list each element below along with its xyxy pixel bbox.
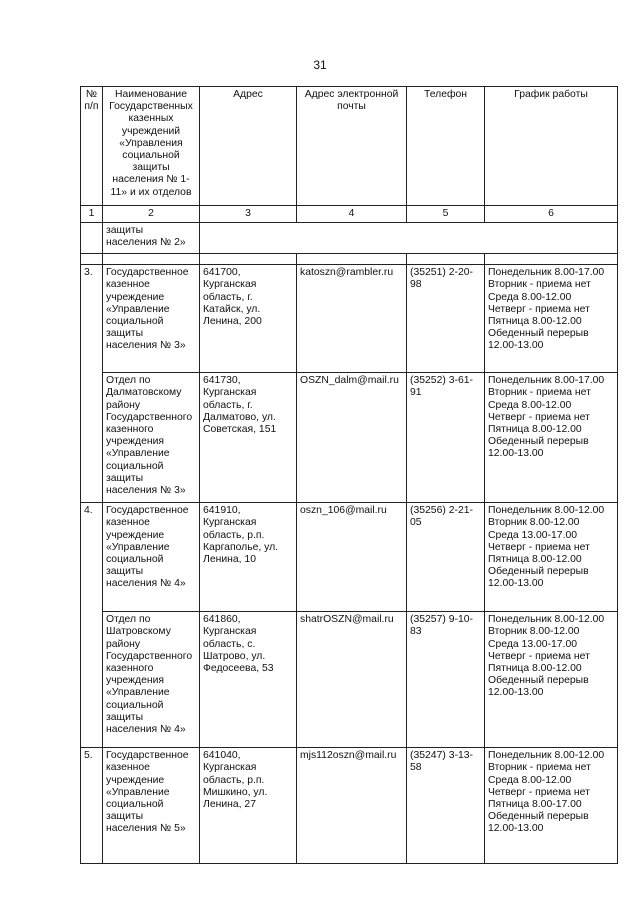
institution-phone: (35247) 3-13-58 <box>407 748 485 864</box>
header-schedule: График работы <box>485 87 618 206</box>
institution-address: 641910, Курганская область, р.п. Каргаполье, ул. Ленина, 10 <box>200 503 297 612</box>
cell-empty <box>485 223 618 254</box>
row-number: 4. <box>81 503 103 748</box>
column-index-row <box>81 206 618 223</box>
continuation-row <box>81 223 618 254</box>
continuation-text: защиты населения № 2» <box>103 223 200 254</box>
institution-address: 641700, Курганская область, г. Катайск, ул. Ленина, 200 <box>200 265 297 373</box>
table-row <box>81 748 618 864</box>
institution-email: OSZN_dalm@mail.ru <box>297 373 407 503</box>
institution-name: Отдел по Далматовскому району Государственного казенного учреждения «Управление социальной защиты населения № 3» <box>103 373 200 503</box>
header-phone: Телефон <box>407 87 485 206</box>
institution-phone: (35257) 9-10-83 <box>407 612 485 748</box>
cell-empty <box>297 223 407 254</box>
column-index: 3 <box>200 206 297 223</box>
institution-address: 641040, Курганская область, р.п. Мишкино, ул. Ленина, 27 <box>200 748 297 864</box>
institution-schedule: Понедельник 8.00-12.00 Вторник 8.00-12.00 Среда 13.00-17.00 Четверг - приема нет Пятница 8.00-12.00 Обеденный перерыв 12.00-13.00 <box>485 503 618 612</box>
cell-empty <box>200 223 297 254</box>
row-number: 5. <box>81 748 103 864</box>
institution-schedule: Понедельник 8.00-17.00 Вторник - приема нет Среда 8.00-12.00 Четверг - приема нет Пятница 8.00-12.00 Обеденный перерыв 12.00-13.00 <box>485 265 618 373</box>
column-index: 6 <box>485 206 618 223</box>
table-row <box>81 503 618 612</box>
institution-schedule: Понедельник 8.00-12.00 Вторник 8.00-12.00 Среда 13.00-17.00 Четверг - приема нет Пятница 8.00-12.00 Обеденный перерыв 12.00-13.00 <box>485 612 618 748</box>
column-index: 4 <box>297 206 407 223</box>
institution-email: shatrOSZN@mail.ru <box>297 612 407 748</box>
institution-email: katoszn@rambler.ru <box>297 265 407 373</box>
institution-phone: (35251) 2-20-98 <box>407 265 485 373</box>
institution-address: 641730, Курганская область, г. Далматово, ул. Советская, 151 <box>200 373 297 503</box>
header-address: Адрес <box>200 87 297 206</box>
header-email: Адрес электронной почты <box>297 87 407 206</box>
column-index: 5 <box>407 206 485 223</box>
row-number: 3. <box>81 265 103 503</box>
table-row <box>81 265 618 373</box>
institutions-table <box>80 86 618 864</box>
institution-name: Отдел по Шатровскому району Государственного казенного учреждения «Управление социальной защиты населения № 4» <box>103 612 200 748</box>
gap-row <box>81 254 618 265</box>
header-number: № п/п <box>81 87 103 206</box>
cell-empty <box>407 223 485 254</box>
cell-empty <box>81 223 103 254</box>
column-index: 2 <box>103 206 200 223</box>
column-index: 1 <box>81 206 103 223</box>
institution-email: mjs112oszn@mail.ru <box>297 748 407 864</box>
institution-schedule: Понедельник 8.00-12.00 Вторник - приема нет Среда 8.00-12.00 Четверг - приема нет Пятница 8.00-17.00 Обеденный перерыв 12.00-13.00 <box>485 748 618 864</box>
institution-name: Государственное казенное учреждение «Управление социальной защиты населения № 5» <box>103 748 200 864</box>
institution-name: Государственное казенное учреждение «Управление социальной защиты населения № 4» <box>103 503 200 612</box>
header-name: Наименование Государственных казенных учреждений «Управления социальной защиты населения № 1-11» и их отделов <box>103 87 200 206</box>
table-row <box>81 612 618 748</box>
page-number: 31 <box>313 58 327 72</box>
institution-phone: (35256) 2-21-05 <box>407 503 485 612</box>
table-header-row <box>81 87 618 206</box>
institution-phone: (35252) 3-61-91 <box>407 373 485 503</box>
table-row <box>81 373 618 503</box>
institution-address: 641860, Курганская область, с. Шатрово, ул. Федосеева, 53 <box>200 612 297 748</box>
institution-schedule: Понедельник 8.00-17.00 Вторник - приема нет Среда 8.00-12.00 Четверг - приема нет Пятница 8.00-12.00 Обеденный перерыв 12.00-13.00 <box>485 373 618 503</box>
institution-name: Государственное казенное учреждение «Управление социальной защиты населения № 3» <box>103 265 200 373</box>
institution-email: oszn_106@mail.ru <box>297 503 407 612</box>
